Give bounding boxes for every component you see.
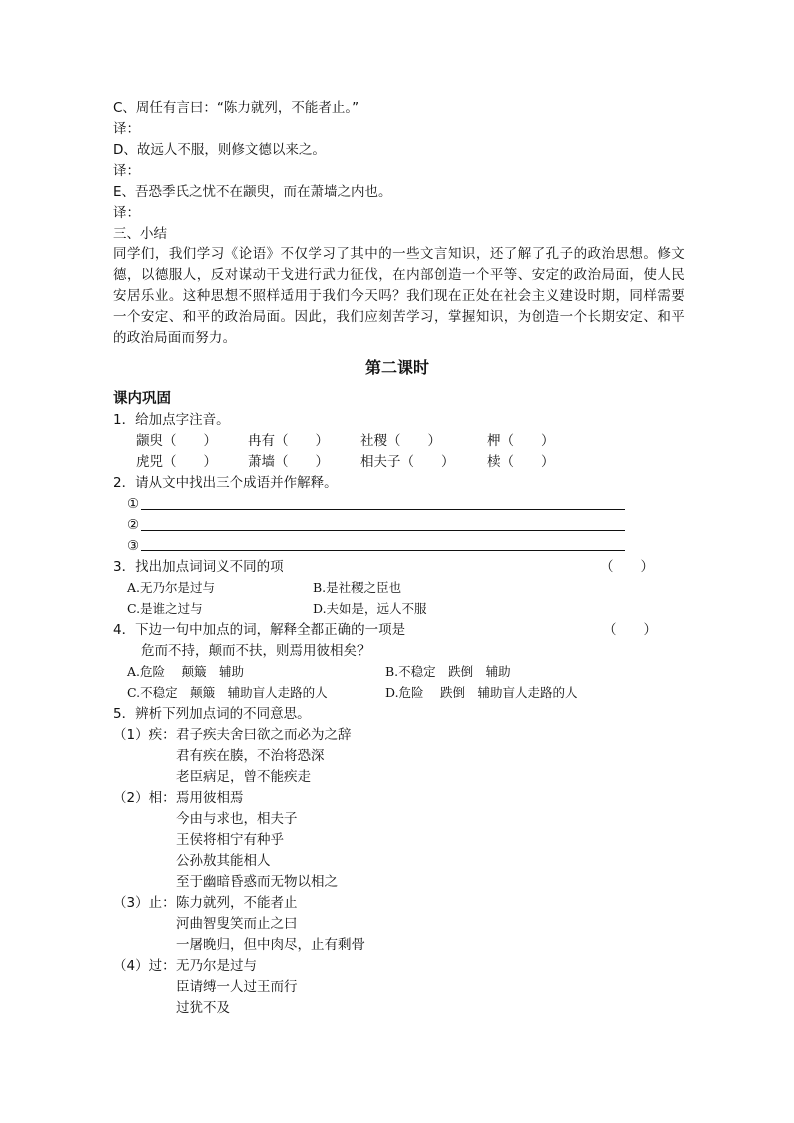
option-a: A.危险 颠簸 辅助 (127, 664, 244, 679)
answer-mark: ③ (127, 538, 140, 554)
question-2-prompt: 2．请从文中找出三个成语并作解释。 (113, 475, 338, 491)
answer-bracket[interactable]: （ ） (603, 622, 657, 638)
group-item: 公孙敖其能相人 (176, 853, 271, 869)
option-a: A.无乃尔是过与 (127, 580, 216, 595)
question-3-prompt: 3．找出加点词词义不同的项 (113, 559, 284, 575)
item-c-translation-label: 译： (113, 121, 140, 137)
option-c: C.不稳定 颠簸 辅助盲人走路的人 (127, 685, 328, 700)
answer-mark: ② (127, 517, 140, 533)
answer-line[interactable] (141, 509, 625, 510)
group-item: 过犹不及 (176, 1000, 230, 1016)
group-item: 今由与求也，相夫子 (176, 811, 298, 827)
q1-item: 柙（ ） (487, 433, 555, 449)
q1-item: 相夫子（ ） (360, 454, 455, 470)
answer-line[interactable] (141, 550, 625, 551)
q1-item: 椟（ ） (487, 454, 555, 470)
q1-item: 冉有（ ） (248, 433, 329, 449)
option-b: B.是社稷之臣也 (313, 580, 402, 595)
summary-heading: 三、小结 (113, 226, 167, 242)
q4-sentence: 危而不持，颠而不扶，则焉用彼相矣？ (141, 643, 371, 659)
group-item: 君子疾夫舍曰欲之而必为之辞 (176, 727, 352, 743)
group-item: 焉用彼相焉 (176, 790, 244, 806)
group-item: 一屠晚归，但中肉尽，止有剩骨 (176, 937, 365, 953)
group-item: 臣请缚一人过王而行 (176, 979, 298, 995)
item-e-translation-label: 译： (113, 205, 140, 221)
answer-bracket[interactable]: （ ） (600, 559, 654, 575)
q1-item: 颛臾（ ） (136, 433, 217, 449)
question-5-prompt: 5．辨析下列加点词的不同意思。 (113, 706, 311, 722)
item-c-line: C、周任有言曰：“陈力就列，不能者止。” (113, 100, 360, 116)
item-d-translation-label: 译： (113, 163, 140, 179)
answer-mark: ① (127, 496, 140, 512)
group-item: 至于幽暗昏惑而无物以相之 (176, 874, 338, 890)
item-d-line: D、故远人不服，则修文德以来之。 (113, 142, 326, 158)
q1-item: 虎兕（ ） (136, 454, 217, 470)
group-item: 君有疾在腠，不治将恐深 (176, 748, 325, 764)
group-item: 河曲智叟笑而止之曰 (176, 916, 298, 932)
question-1-prompt: 1．给加点字注音。 (113, 412, 230, 428)
group-label: （4）过： (113, 958, 176, 974)
option-d: D.危险 跌倒 辅助盲人走路的人 (385, 685, 578, 700)
group-item: 王侯将相宁有种乎 (176, 832, 284, 848)
section-subheading: 课内巩固 (113, 391, 171, 407)
q1-item: 萧墙（ ） (248, 454, 329, 470)
option-d: D.夫如是，远人不服 (313, 601, 427, 616)
group-item: 无乃尔是过与 (176, 958, 257, 974)
group-label: （3）止： (113, 895, 176, 911)
option-c: C.是谁之过与 (127, 601, 203, 616)
item-e-line: E、吾恐季氏之忧不在颛臾，而在萧墙之内也。 (113, 184, 392, 200)
group-item: 陈力就列，不能者止 (176, 895, 298, 911)
q1-item: 社稷（ ） (360, 433, 441, 449)
answer-line[interactable] (141, 530, 625, 531)
group-label: （2）相： (113, 790, 176, 806)
group-label: （1）疾： (113, 727, 176, 743)
question-4-prompt: 4．下边一句中加点的词，解释全都正确的一项是 (113, 622, 406, 638)
summary-paragraph: 同学们，我们学习《论语》不仅学习了其中的一些文言知识，还了解了孔子的政治思想。修文德，以德服人，反对谋动干戈进行武力征伐，在内部创造一个平等、安定的政治局面，使人民安居乐业。这种思想不照样适用于我们今天吗？我们现在正处在社会主义建设时期，同样需要一个安定、和平的政治局面。因此，我们应刻苦学习，掌握知识，为创造一个长期安定、和平的政治局面而努力。 (113, 246, 685, 346)
option-b: B.不稳定 跌倒 辅助 (385, 664, 511, 679)
group-item: 老臣病足，曾不能疾走 (176, 769, 311, 785)
lesson-title: 第二课时 (364, 358, 429, 377)
